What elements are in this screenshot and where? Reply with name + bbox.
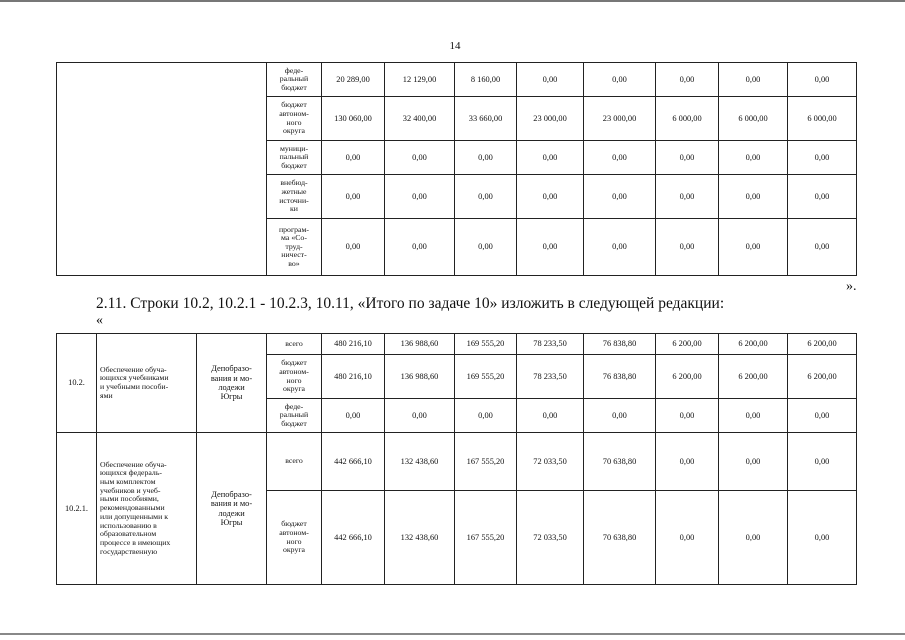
amount-cell: 8 160,00 (455, 63, 517, 97)
amount-cell: 0,00 (656, 141, 719, 175)
amount-cell: 70 638,80 (584, 433, 656, 491)
amount-cell: 0,00 (584, 141, 656, 175)
amount-cell: 0,00 (322, 399, 385, 433)
amount-cell: 6 000,00 (719, 97, 788, 141)
amount-cell: 20 289,00 (322, 63, 385, 97)
amount-cell: 136 988,60 (385, 355, 455, 399)
amount-cell: 0,00 (584, 175, 656, 219)
amount-cell: 12 129,00 (385, 63, 455, 97)
table-row (57, 63, 857, 97)
funding-source-cell: програм- ма «Со- труд- ничест- во» (267, 219, 322, 276)
amount-cell: 32 400,00 (385, 97, 455, 141)
amount-cell: 0,00 (719, 63, 788, 97)
amount-cell: 0,00 (385, 219, 455, 276)
amount-cell: 0,00 (719, 433, 788, 491)
amount-cell: 0,00 (584, 399, 656, 433)
item-code-cell: 10.2. (57, 334, 97, 433)
funding-source-cell: всего (267, 334, 322, 355)
amount-cell: 0,00 (788, 141, 857, 175)
amount-cell: 0,00 (455, 219, 517, 276)
amount-cell: 76 838,80 (584, 334, 656, 355)
amount-cell: 0,00 (719, 399, 788, 433)
amount-cell: 0,00 (656, 491, 719, 585)
amount-cell: 132 438,60 (385, 491, 455, 585)
amount-cell: 0,00 (656, 175, 719, 219)
amount-cell: 6 200,00 (656, 334, 719, 355)
amount-cell: 0,00 (455, 399, 517, 433)
section-heading: 2.11. Строки 10.2, 10.2.1 - 10.2.3, 10.11, «Итого по задаче 10» изложить в следующей редакции: (96, 295, 725, 312)
executor-cell: Депобразо- вания и мо- лодежи Югры (197, 334, 267, 433)
amount-cell: 480 216,10 (322, 334, 385, 355)
amount-cell: 169 555,20 (455, 355, 517, 399)
amount-cell: 0,00 (788, 491, 857, 585)
amount-cell: 6 200,00 (719, 334, 788, 355)
amount-cell: 78 233,50 (517, 334, 584, 355)
item-name-cell: Обеспечение обуча- ющихся федераль- ным комплектом учебников и учеб- ными пособиями, рекомендованными или допущенными к использованию в образовательном процессе в имеющих государственную (97, 433, 197, 585)
amount-cell: 136 988,60 (385, 334, 455, 355)
amount-cell: 70 638,80 (584, 491, 656, 585)
amount-cell: 0,00 (584, 63, 656, 97)
amount-cell: 23 000,00 (584, 97, 656, 141)
amount-cell: 442 666,10 (322, 491, 385, 585)
amount-cell: 0,00 (517, 219, 584, 276)
item-name-cell: Обеспечение обуча- ющихся учебниками и учебными пособи- ями (97, 334, 197, 433)
amount-cell: 72 033,50 (517, 491, 584, 585)
amount-cell: 6 000,00 (788, 97, 857, 141)
amount-cell: 0,00 (656, 399, 719, 433)
amount-cell: 0,00 (322, 219, 385, 276)
amount-cell: 0,00 (517, 399, 584, 433)
funding-source-cell: бюджет автоном- ного округа (267, 97, 322, 141)
amount-cell: 0,00 (517, 175, 584, 219)
amount-cell: 0,00 (322, 141, 385, 175)
funding-source-cell: бюджет автоном- ного округа (267, 491, 322, 585)
amount-cell: 0,00 (788, 219, 857, 276)
closing-quote: ». (846, 279, 857, 294)
page-number: 14 (449, 40, 461, 52)
amount-cell: 0,00 (788, 175, 857, 219)
table-row (57, 334, 857, 355)
budget-table-continued (56, 62, 857, 276)
funding-source-cell: бюджет автоном- ного округа (267, 355, 322, 399)
amount-cell: 0,00 (455, 175, 517, 219)
item-code-cell: 10.2.1. (57, 433, 97, 585)
scan-top-edge (0, 0, 905, 2)
amount-cell: 23 000,00 (517, 97, 584, 141)
table-row (57, 433, 857, 491)
amount-cell: 132 438,60 (385, 433, 455, 491)
amount-cell: 0,00 (455, 141, 517, 175)
amount-cell: 0,00 (788, 433, 857, 491)
executor-cell: Депобразо- вания и мо- лодежи Югры (197, 433, 267, 585)
scan-bottom-edge (0, 633, 905, 635)
amount-cell: 0,00 (719, 141, 788, 175)
amount-cell: 0,00 (385, 141, 455, 175)
funding-source-cell: внебюд- жетные источни- ки (267, 175, 322, 219)
funding-source-cell: всего (267, 433, 322, 491)
amount-cell: 0,00 (656, 219, 719, 276)
amount-cell: 169 555,20 (455, 334, 517, 355)
amount-cell: 6 000,00 (656, 97, 719, 141)
amount-cell: 0,00 (656, 63, 719, 97)
funding-source-cell: муници- пальный бюджет (267, 141, 322, 175)
budget-table-new-edition (56, 333, 857, 585)
amount-cell: 0,00 (719, 175, 788, 219)
amount-cell: 0,00 (322, 175, 385, 219)
funding-source-cell: феде- ральный бюджет (267, 399, 322, 433)
amount-cell: 480 216,10 (322, 355, 385, 399)
amount-cell: 0,00 (719, 491, 788, 585)
amount-cell: 0,00 (517, 141, 584, 175)
amount-cell: 76 838,80 (584, 355, 656, 399)
amount-cell: 0,00 (719, 219, 788, 276)
opening-quote: « (96, 313, 103, 328)
amount-cell: 0,00 (385, 399, 455, 433)
funding-source-cell: феде- ральный бюджет (267, 63, 322, 97)
amount-cell: 0,00 (656, 433, 719, 491)
amount-cell: 0,00 (385, 175, 455, 219)
amount-cell: 167 555,20 (455, 433, 517, 491)
amount-cell: 6 200,00 (788, 355, 857, 399)
amount-cell: 33 660,00 (455, 97, 517, 141)
amount-cell: 6 200,00 (656, 355, 719, 399)
amount-cell: 0,00 (788, 399, 857, 433)
amount-cell: 130 060,00 (322, 97, 385, 141)
amount-cell: 72 033,50 (517, 433, 584, 491)
amount-cell: 6 200,00 (788, 334, 857, 355)
amount-cell: 6 200,00 (719, 355, 788, 399)
amount-cell: 0,00 (517, 63, 584, 97)
amount-cell: 0,00 (584, 219, 656, 276)
amount-cell: 442 666,10 (322, 433, 385, 491)
empty-merged-cell (57, 63, 267, 276)
amount-cell: 78 233,50 (517, 355, 584, 399)
amount-cell: 0,00 (788, 63, 857, 97)
amount-cell: 167 555,20 (455, 491, 517, 585)
